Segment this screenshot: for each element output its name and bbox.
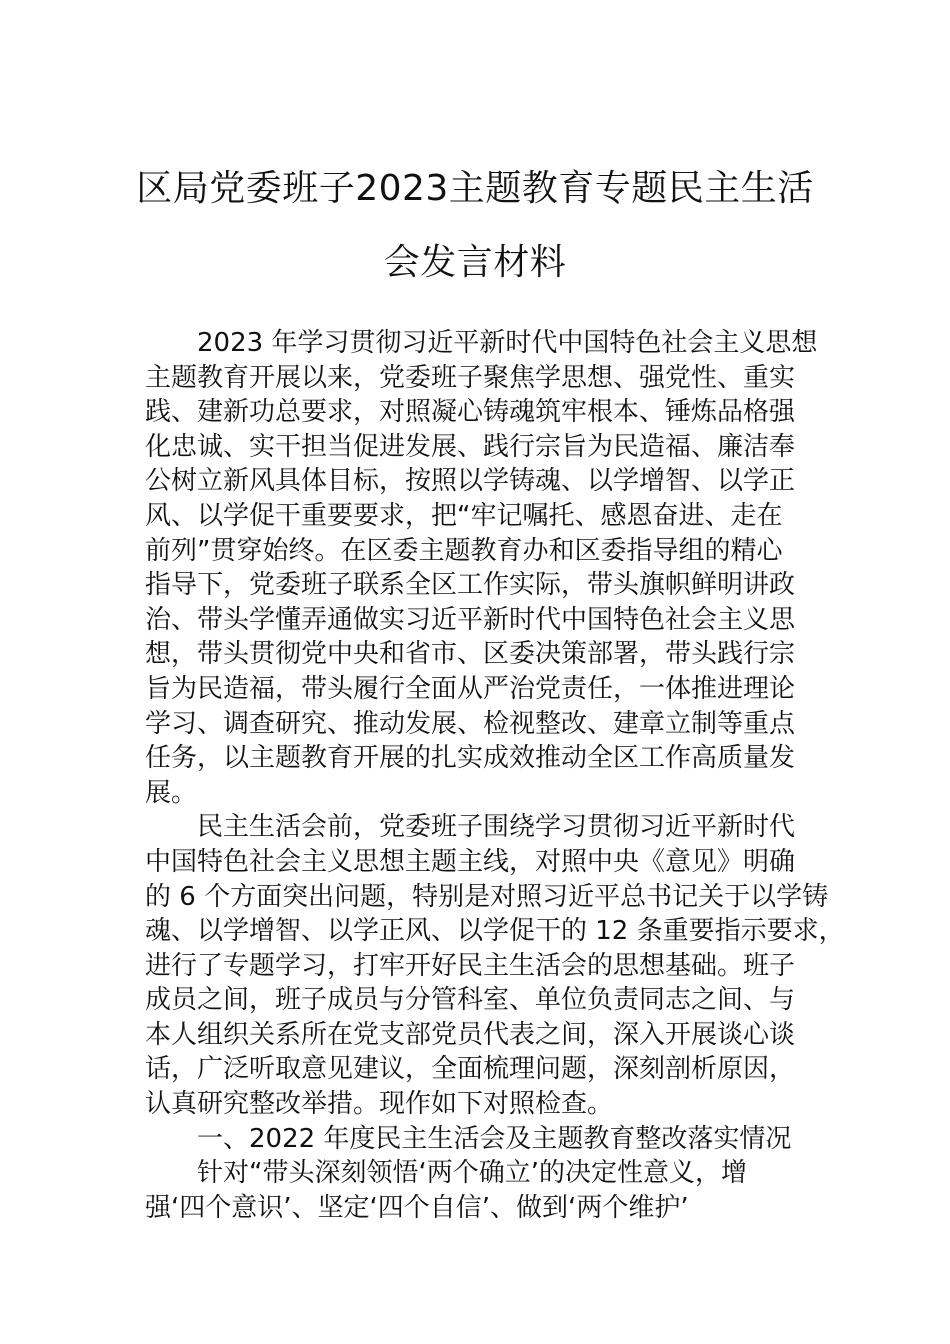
text-line: 强‘四个意识’、坚定‘四个自信’、做到‘两个维护’ bbox=[145, 1192, 689, 1223]
text-line: 认真研究整改举措。现作如下对照检查。 bbox=[145, 1089, 614, 1120]
text-line: 公树立新风具体目标，按照以学铸魂、以学增智、以学正 bbox=[145, 466, 796, 497]
text-line: 成员之间，班子成员与分管科室、单位负责同志之间、与 bbox=[145, 985, 796, 1016]
text-line: 旨为民造福，带头履行全面从严治党责任，一体推进理论 bbox=[145, 673, 796, 704]
text-line: 指导下，党委班子联系全区工作实际，带头旗帜鲜明讲政 bbox=[145, 570, 796, 601]
document-title bbox=[120, 152, 830, 300]
text-line: 进行了专题学习，打牢开好民主生活会的思想基础。班子 bbox=[145, 950, 796, 981]
text-line: 2023 年学习贯彻习近平新时代中国特色社会主义思想 bbox=[197, 328, 818, 358]
text-line: 的 6 个方面突出问题，特别是对照习近平总书记关于以学铸 bbox=[145, 881, 829, 912]
paragraph-intro bbox=[145, 326, 818, 810]
title-line: 会发言材料 bbox=[383, 242, 567, 283]
text-line: 话，广泛听取意见建议，全面梳理问题，深刻剖析原因， bbox=[145, 1054, 796, 1085]
text-line: 展。 bbox=[145, 777, 198, 808]
text-line: 任务，以主题教育开展的扎实成效推动全区工作高质量发 bbox=[145, 743, 796, 774]
text-line: 化忠诚、实干担当促进发展、践行宗旨为民造福、廉洁奉 bbox=[145, 431, 796, 462]
text-line: 主题教育开展以来，党委班子聚焦学思想、强党性、重实 bbox=[145, 362, 796, 393]
text-line: 中国特色社会主义思想主题主线，对照中央《意见》明确 bbox=[145, 846, 796, 877]
document-body bbox=[145, 326, 845, 1225]
text-line: 前列”贯穿始终。在区委主题教育办和区委指导组的精心 bbox=[145, 535, 783, 566]
text-line: 风、以学促干重要要求，把“牢记嘱托、感恩奋进、走在 bbox=[145, 500, 783, 531]
paragraph-preparation bbox=[145, 810, 845, 1121]
text-line: 本人组织关系所在党支部党员代表之间，深入开展谈心谈 bbox=[145, 1019, 796, 1050]
text-line: 针对“带头深刻领悟‘两个确立’的决定性意义，增 bbox=[197, 1158, 747, 1189]
text-line: 民主生活会前，党委班子围绕学习贯彻习近平新时代 bbox=[197, 812, 796, 843]
text-line: 践、建新功总要求，对照凝心铸魂筑牢根本、锤炼品格强 bbox=[145, 397, 796, 428]
text-line: 魂、以学增智、以学正风、以学促干的 12 条重要指示要求， bbox=[145, 916, 845, 947]
text-line: 学习、调查研究、推动发展、检视整改、建章立制等重点 bbox=[145, 708, 796, 739]
section-heading-text: 一、2022 年度民主生活会及主题教育整改落实情况 bbox=[197, 1123, 792, 1154]
text-line: 想，带头贯彻党中央和省市、区委决策部署，带头践行宗 bbox=[145, 639, 796, 670]
title-line: 区局党委班子2023主题教育专题民主生活 bbox=[136, 168, 814, 209]
section-heading bbox=[145, 1122, 810, 1157]
paragraph-section-one bbox=[145, 1156, 810, 1225]
text-line: 治、带头学懂弄通做实习近平新时代中国特色社会主义思 bbox=[145, 604, 796, 635]
